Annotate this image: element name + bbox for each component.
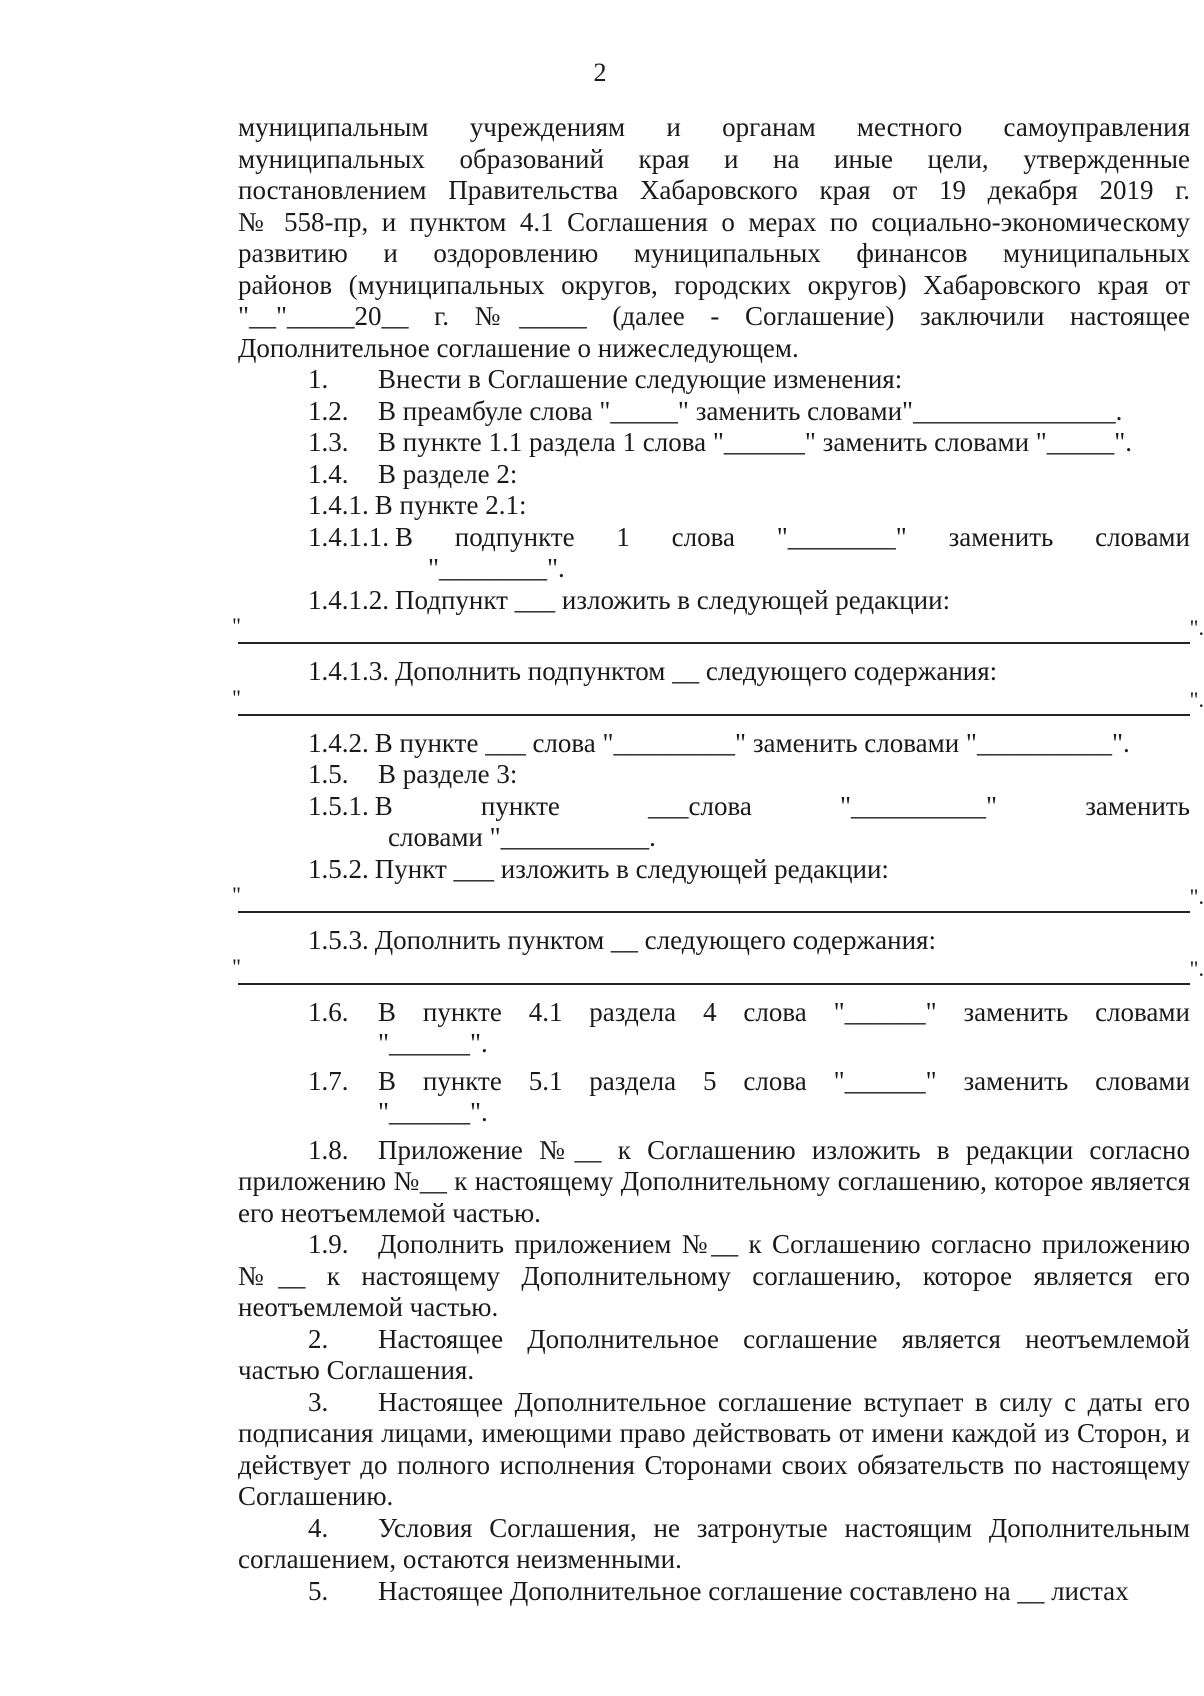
quote-open: " — [232, 953, 241, 979]
item-1-5 — [238, 759, 1190, 791]
item-text: В пункте 1.1 раздела 1 слова "______" заменить словами "_____". — [378, 427, 1133, 457]
word: слова — [743, 996, 807, 1027]
word: 1 — [616, 521, 630, 552]
word: "________" — [776, 521, 907, 552]
word: В — [374, 790, 393, 821]
item-number: 1.6. — [308, 996, 349, 1027]
item-words — [395, 522, 1190, 554]
word: 4 — [703, 996, 717, 1027]
item-text: Подпункт ___ изложить в следующей редакции: — [395, 584, 951, 615]
item-number: 1.4.1. — [308, 490, 369, 520]
word: пункте — [422, 996, 502, 1027]
item-text: Дополнить приложением №__ к Соглашению согласно приложению №__ к настоящему Дополнительному соглашению, которое является его неотъемлемой частью. — [238, 1229, 1190, 1322]
item-number: 4. — [308, 1512, 329, 1543]
item-text: Настоящее Дополнительное соглашение составлено на __ листах — [378, 1575, 1129, 1606]
fill-in-line — [232, 953, 1204, 985]
item-text: В преамбуле слова "_____" заменить словами"_______________. — [378, 395, 1123, 426]
item-number: 1.7. — [308, 1065, 349, 1096]
fill-in-line — [232, 613, 1204, 644]
word: раздела — [589, 1065, 677, 1096]
item-text: Пункт ___ изложить в следующей редакции: — [374, 853, 889, 884]
intro-line: № 558-пр, и пунктом 4.1 Соглашения о мерах по социально-экономическому — [238, 206, 1190, 237]
item-text: Дополнить пунктом __ следующего содержания: — [374, 925, 936, 955]
item-text: В разделе 3: — [378, 759, 518, 789]
item-1-9 — [238, 1229, 1190, 1324]
item-number: 3. — [308, 1386, 329, 1417]
item-1-3 — [238, 427, 1190, 459]
intro-line: Дополнительное соглашение о нижеследующем. — [238, 332, 799, 363]
fill-in-line — [232, 684, 1204, 716]
quote-close: ". — [1189, 615, 1204, 640]
item-1-5-3 — [238, 925, 1190, 957]
item-1-5-1-cont: словами "___________. — [388, 822, 656, 852]
item-1-4-1-1-cont: "________". — [428, 553, 565, 583]
intro-paragraph — [238, 112, 1190, 364]
quote-open: " — [232, 684, 241, 710]
item-text: В пункте ___ слова "_________" заменить словами "__________". — [374, 727, 1130, 758]
item-number: 1.9. — [308, 1229, 349, 1259]
item-text: В пункте 2.1: — [374, 490, 527, 520]
item-1-4-2 — [238, 728, 1190, 760]
item-number: 1.4.1.3. — [308, 656, 389, 686]
intro-line: муниципальных образований края и на иные цели, утвержденные — [238, 143, 1190, 174]
quote-close: ". — [1189, 884, 1204, 909]
item-1 — [238, 364, 1190, 396]
word: ___слова — [648, 790, 752, 821]
item-1-8 — [238, 1135, 1190, 1230]
word: словами — [1095, 1065, 1190, 1096]
item-1-2 — [238, 396, 1190, 428]
intro-line: районов (муниципальных округов, городских округов) Хабаровского края от — [238, 269, 1190, 300]
word: слова — [743, 1065, 807, 1096]
item-1-7 — [238, 1066, 1190, 1098]
word: пункте — [422, 1065, 502, 1096]
item-number: 1.4. — [308, 458, 349, 489]
quote-open: " — [232, 882, 241, 907]
item-1-4-1 — [238, 490, 1190, 522]
item-text: Настоящее Дополнительное соглашение является неотъемлемой частью Соглашения. — [238, 1323, 1190, 1385]
intro-line: постановлением Правительства Хабаровского края от 19 декабря 2019 г. — [238, 175, 1190, 205]
word: "__________" — [840, 790, 998, 821]
word: подпункте — [454, 521, 575, 552]
item-1-7-cont: "______". — [378, 1097, 488, 1127]
item-4 — [238, 1513, 1190, 1576]
word: В — [395, 521, 414, 552]
word: словами — [1095, 521, 1190, 552]
item-number: 2. — [308, 1323, 329, 1354]
item-number: 1.5.3. — [308, 925, 369, 955]
word: В — [378, 1065, 397, 1096]
word: заменить — [948, 521, 1054, 552]
item-1-4-1-1 — [238, 522, 1190, 554]
item-1-4-1-2 — [238, 585, 1190, 617]
item-1-6 — [238, 997, 1190, 1029]
item-number: 5. — [308, 1575, 329, 1606]
word: "______" — [833, 996, 937, 1027]
item-1-4-1-3 — [238, 656, 1190, 688]
intro-line: муниципальным учреждениям и органам местного самоуправления — [238, 112, 1190, 142]
item-text: Настоящее Дополнительное соглашение вступает в силу с даты его подписания лицами, имеющими право действовать от имени каждой из Сторон, и действует до полного исполнения Сторонами своих обязательств по настоящему Соглашению. — [238, 1386, 1190, 1511]
word: заменить — [963, 996, 1069, 1027]
document-body — [232, 112, 1204, 1607]
item-number: 1.5.2. — [308, 853, 369, 884]
quote-open: " — [232, 613, 241, 638]
item-words — [375, 791, 1190, 823]
word: словами — [1095, 996, 1190, 1027]
item-text: Дополнить подпунктом __ следующего содержания: — [395, 656, 998, 686]
item-words — [378, 997, 1190, 1029]
word: раздела — [589, 996, 677, 1027]
item-2 — [238, 1324, 1190, 1387]
item-text: Условия Соглашения, не затронутые настоящим Дополнительным соглашением, остаются неизменными. — [238, 1512, 1190, 1574]
item-number: 1.8. — [308, 1134, 349, 1165]
word: слова — [671, 521, 736, 552]
word: "______" — [833, 1065, 937, 1096]
word: заменить — [1085, 790, 1190, 821]
word: 4.1 — [528, 996, 563, 1027]
intro-line: "__"_____20__ г. №_____ (далее - Соглашение) заключили настоящее — [238, 301, 1190, 331]
item-number: 1.4.2. — [308, 727, 369, 758]
item-text: Приложение №__ к Соглашению изложить в редакции согласно приложению №__ к настоящему Дополнительному соглашению, которое является его неотъемлемой частью. — [238, 1134, 1190, 1228]
fill-in-line — [232, 882, 1204, 913]
item-1-5-1 — [238, 791, 1190, 823]
item-1-6-cont: "______". — [378, 1028, 488, 1058]
item-text: Внести в Соглашение следующие изменения: — [378, 364, 903, 394]
word: 5 — [703, 1065, 717, 1096]
quote-close: ". — [1189, 686, 1204, 712]
item-3 — [238, 1387, 1190, 1513]
item-words — [378, 1066, 1190, 1098]
word: заменить — [963, 1065, 1069, 1096]
item-5 — [238, 1576, 1190, 1608]
item-number: 1.3. — [308, 427, 349, 457]
item-number: 1.2. — [308, 395, 349, 426]
quote-close: ". — [1189, 955, 1204, 981]
item-text: В разделе 2: — [378, 458, 518, 489]
item-number: 1. — [308, 364, 329, 394]
word: В — [378, 996, 397, 1027]
item-1-5-2 — [238, 854, 1190, 886]
item-1-4 — [238, 459, 1190, 491]
word: пункте — [480, 790, 560, 821]
item-number: 1.5. — [308, 759, 349, 789]
page-number: 2 — [593, 58, 607, 87]
word: 5.1 — [528, 1065, 563, 1096]
item-number: 1.4.1.2. — [308, 584, 389, 615]
item-number: 1.5.1. — [308, 790, 369, 821]
intro-line: развитию и оздоровлению муниципальных финансов муниципальных — [238, 238, 1190, 268]
item-number: 1.4.1.1. — [308, 521, 389, 552]
